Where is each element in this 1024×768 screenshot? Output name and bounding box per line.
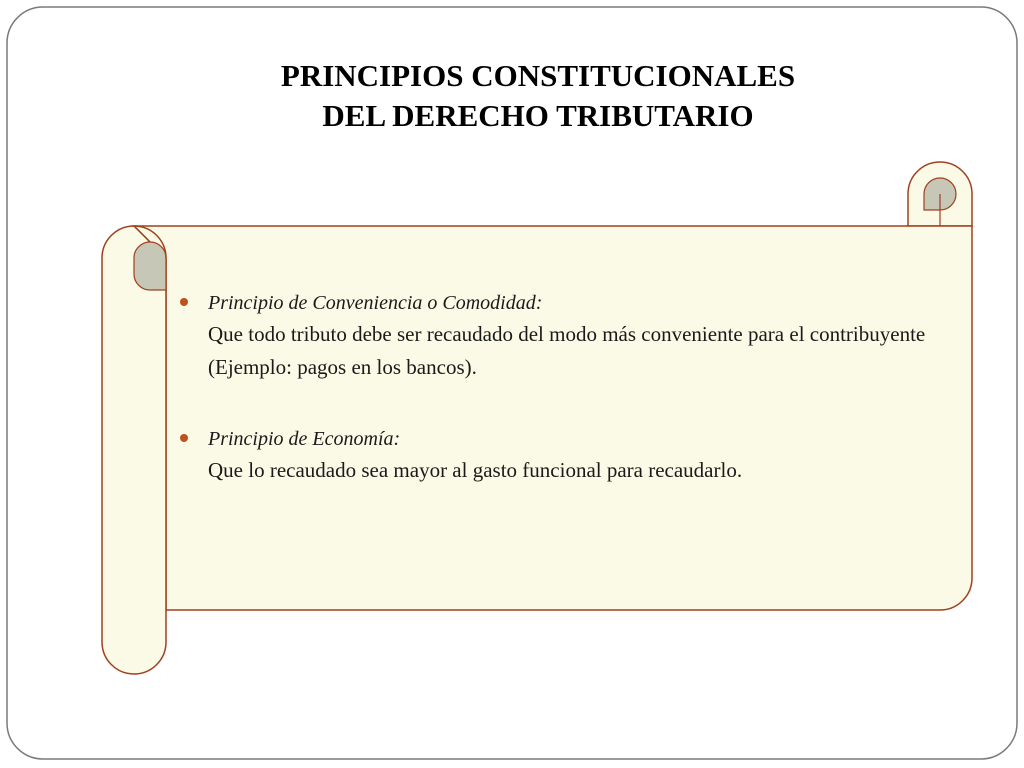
title-line-2: DEL DERECHO TRIBUTARIO [322,98,754,133]
bullet-heading: Principio de Conveniencia o Comodidad: [208,292,543,314]
bullet-body: Que todo tributo debe ser recaudado del modo más conveniente para el contribuyente (Ejemplo: pagos en los bancos). [208,322,926,379]
list-item [180,290,940,384]
bullet-heading: Principio de Economía: [208,428,401,450]
bullet-icon [180,298,188,306]
page-title [188,56,888,136]
title-line-1: PRINCIPIOS CONSTITUCIONALES [280,58,796,93]
scroll-top-curl [908,162,972,226]
scroll-left-roll [102,226,166,674]
scroll-content [180,290,940,529]
list-item [180,426,940,487]
bullet-body: Que lo recaudado sea mayor al gasto funcional para recaudarlo. [208,458,743,482]
bullet-icon [180,434,188,442]
